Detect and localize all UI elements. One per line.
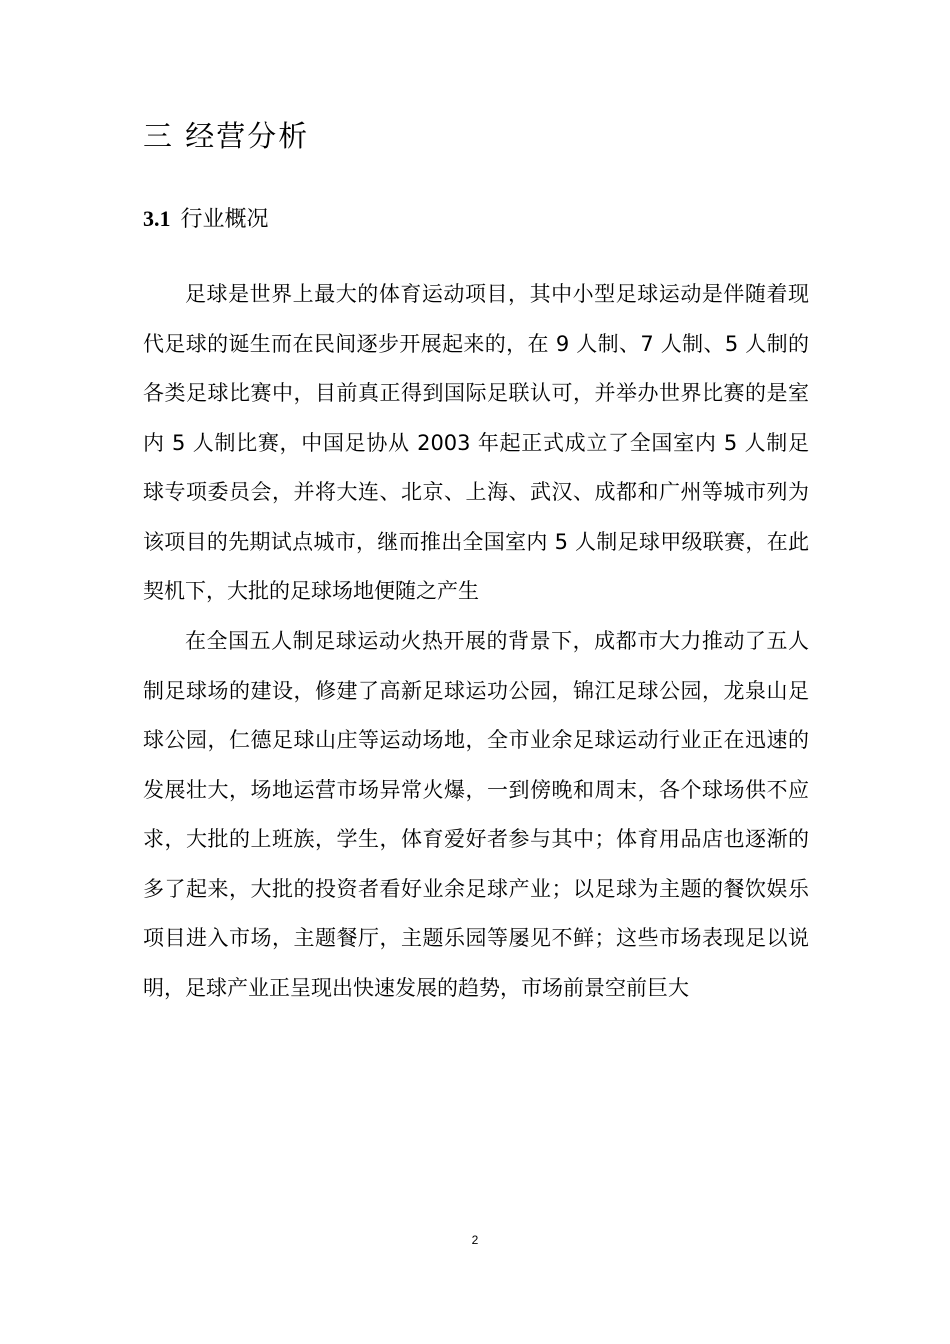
page-number: 2 <box>471 1233 479 1247</box>
section-heading <box>143 204 269 235</box>
paragraph-chengdu-market: 在全国五人制足球运动火热开展的背景下，成都市大力推动了五人制足球场的建设，修建了高新足球运功公园，锦江足球公园，龙泉山足球公园，仁德足球山庄等运动场地，全市业余足球运动行业正在迅速的发展壮大，场地运营市场异常火爆，一到傍晚和周末，各个球场供不应求，大批的上班族，学生，体育爱好者参与其中；体育用品店也逐渐的多了起来，大批的投资者看好业余足球产业；以足球为主题的餐饮娱乐项目进入市场，主题餐厅，主题乐园等屡见不鲜；这些市场表现足以说明，足球产业正呈现出快速发展的趋势，市场前景空前巨大 <box>143 629 809 1000</box>
chapter-title: 三 经营分析 <box>143 119 310 153</box>
section-number: 3.1 <box>143 206 171 231</box>
paragraph-industry-overview: 足球是世界上最大的体育运动项目，其中小型足球运动是伴随着现代足球的诞生而在民间逐步开展起来的，在 9 人制、7 人制、5 人制的各类足球比赛中，目前真正得到国际足联认可，并举办世界比赛的是室内 5 人制比赛，中国足协从 2003 年起正式成立了全国室内 5 人制足球专项委员会，并将大连、北京、上海、武汉、成都和广州等城市列为该项目的先期试点城市，继而推出全国室内 5 人制足球甲级联赛，在此契机下，大批的足球场地便随之产生 <box>143 282 809 603</box>
section-title: 行业概况 <box>180 207 269 232</box>
